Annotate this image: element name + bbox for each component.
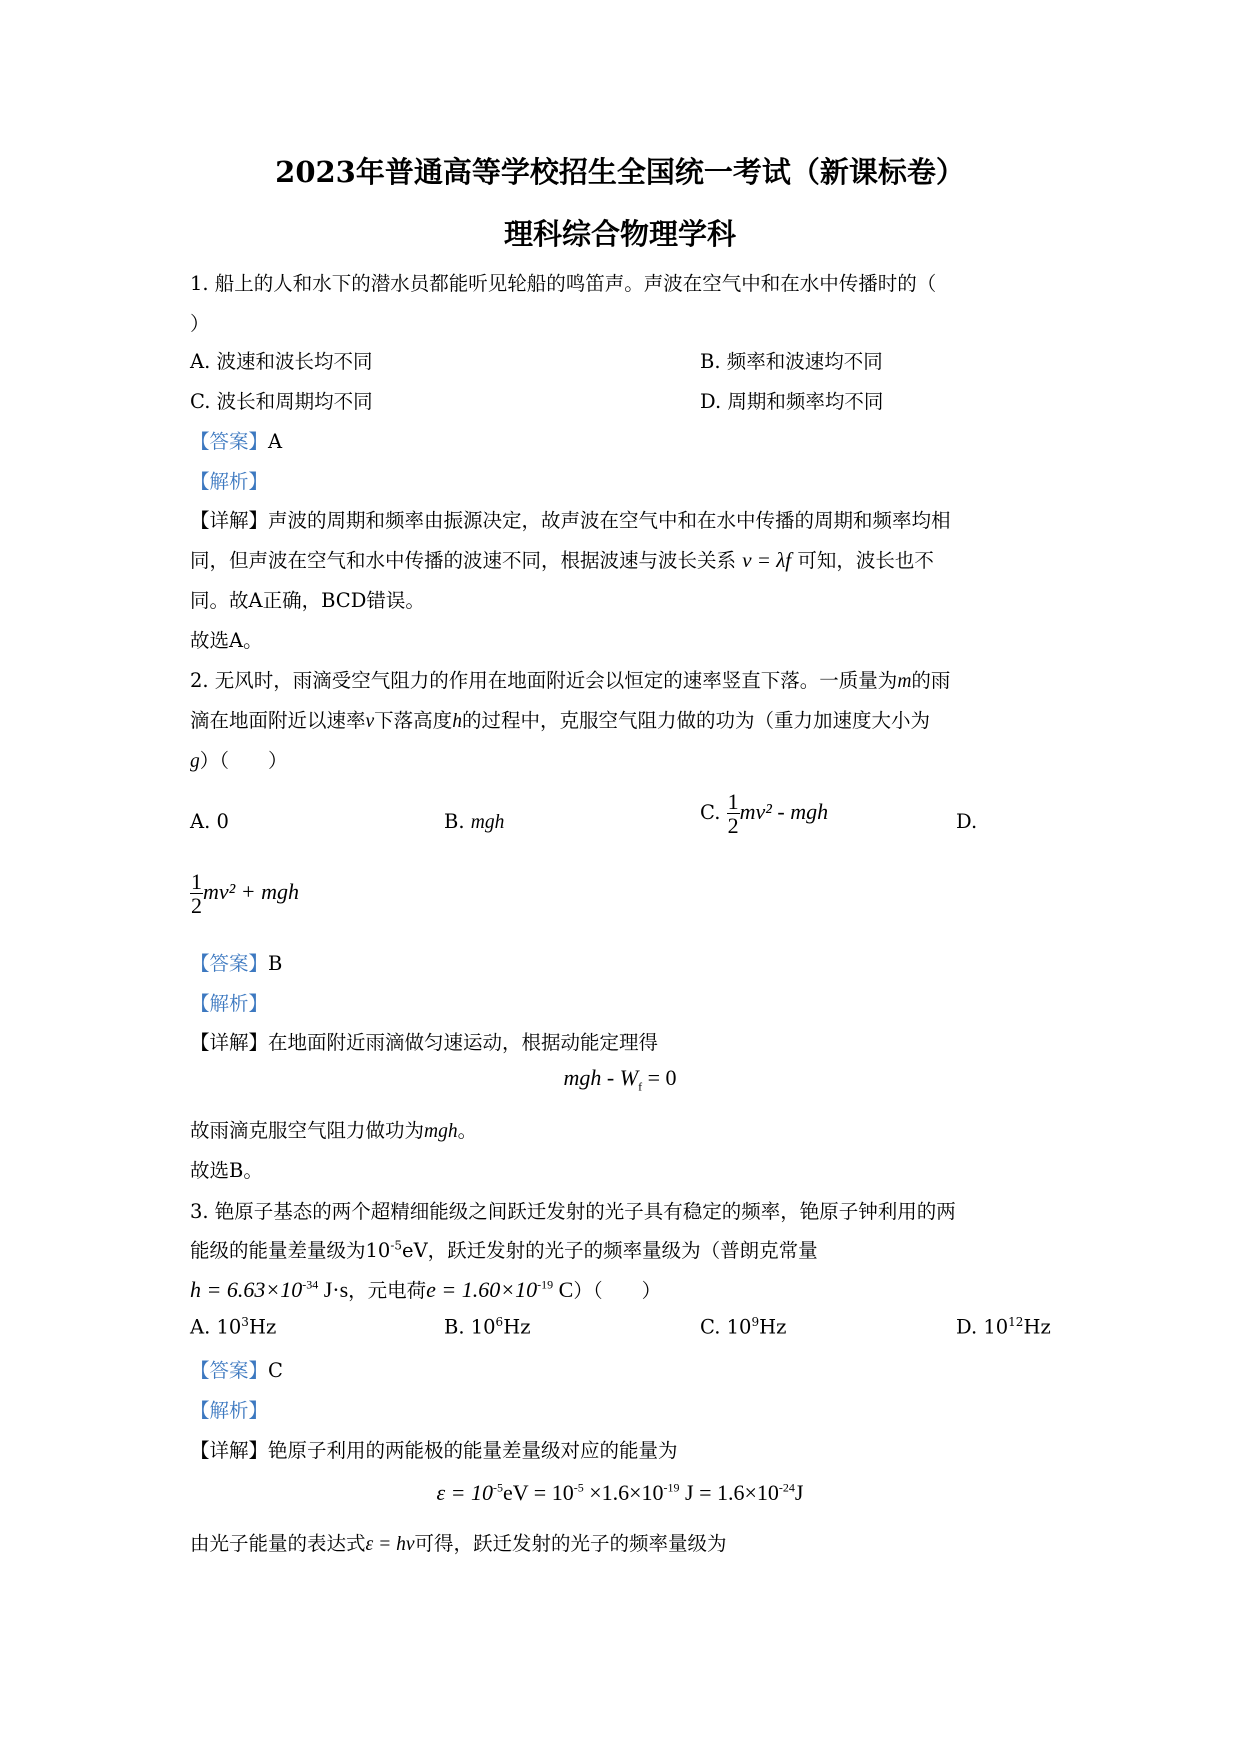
q3-eq-exp4: -24 — [778, 1480, 795, 1495]
page-title: 2023年普通高等学校招生全国统一考试（新课标卷） — [275, 155, 965, 189]
q3-eq-part-c: ×1.6×10 — [583, 1480, 664, 1505]
q3-charge-exp: -19 — [537, 1277, 554, 1292]
q3-opt-a-base: A. 10 — [190, 1315, 242, 1339]
q2-option-b-value: mgh — [470, 812, 505, 833]
frac-numerator: 1 — [727, 789, 739, 814]
q2-stem-text2a: 滴在地面附近以速率 — [190, 709, 366, 732]
detail-tag: 【详解】 — [190, 1439, 269, 1462]
answer-tag: 【答案】 — [190, 1359, 269, 1382]
q3-eq-exp3: -19 — [663, 1480, 680, 1495]
q2-var-v: v — [365, 711, 375, 732]
q3-option-a — [190, 1315, 276, 1339]
q2-stem-text1a: 2. 无风时，雨滴受空气阻力的作用在地面附近会以恒定的速率竖直下落。一质量为 — [190, 669, 898, 692]
q3-charge-unit: C — [553, 1277, 574, 1302]
q2-conclusion: 故选B。 — [190, 1159, 263, 1182]
q3-detail-formula: ε = hν — [365, 1534, 415, 1555]
q1-analysis-tag: 【解析】 — [190, 470, 269, 493]
q2-detail-text2a: 故雨滴克服空气阻力做功为 — [190, 1119, 425, 1142]
q3-answer-value: C — [268, 1359, 283, 1382]
q3-charge-const — [426, 1277, 573, 1302]
q3-planck-value: h = 6.63×10 — [190, 1277, 303, 1302]
q3-eq-exp1: -5 — [493, 1480, 504, 1495]
q1-detail-text1: 声波的周期和频率由振源决定，故声波在空气中和在水中传播的周期和频率均相 — [268, 509, 951, 532]
answer-tag: 【答案】 — [190, 952, 269, 975]
frac-denominator: 2 — [191, 893, 202, 919]
q3-opt-d-unit: Hz — [1023, 1315, 1051, 1339]
q2-stem-line1 — [190, 665, 950, 693]
q3-detail-line1 — [190, 1435, 678, 1463]
q2-option-d-label: D. — [956, 810, 978, 833]
q2-var-h: h — [452, 711, 462, 732]
q2-detail-line2 — [190, 1115, 477, 1143]
q3-equation — [0, 1480, 1240, 1506]
page-subtitle: 理科综合物理学科 — [503, 217, 736, 251]
q2-equation-sub: f — [638, 1079, 643, 1094]
q3-opt-c-unit: Hz — [759, 1315, 787, 1339]
q2-stem-text1b: 的雨 — [911, 669, 951, 692]
q3-charge-value: e = 1.60×10 — [426, 1277, 538, 1302]
q3-opt-b-exp: 6 — [495, 1315, 504, 1329]
q1-option-c: C. 波长和周期均不同 — [190, 390, 373, 413]
q2-equation-rhs: = 0 — [642, 1065, 677, 1090]
q2-option-d — [190, 870, 299, 917]
q1-detail-line2 — [190, 545, 934, 573]
q2-detail-text2b: 。 — [457, 1119, 478, 1142]
q3-planck-unit: J·s — [318, 1277, 349, 1302]
q1-answer — [190, 426, 282, 454]
frac-numerator: 1 — [191, 869, 202, 894]
q1-detail-line3: 同。故A正确，BCD错误。 — [190, 589, 425, 612]
q1-detail-text2b: 可知，波长也不 — [797, 549, 934, 572]
detail-tag: 【详解】 — [190, 509, 269, 532]
q2-equation-lhs: mgh - W — [563, 1065, 639, 1090]
q1-option-a: A. 波速和波长均不同 — [190, 350, 373, 373]
q2-stem-text2c: 的过程中，克服空气阻力做的功为（重力加速度大小为 — [461, 709, 930, 732]
q1-formula: v = λf — [742, 548, 792, 572]
q2-option-d-expr: mv² + mgh — [203, 879, 299, 905]
q3-option-d — [956, 1315, 1051, 1339]
q3-eq-part-d: J = 1.6×10 — [679, 1480, 779, 1505]
q1-detail-line1 — [190, 505, 951, 533]
q3-analysis-tag: 【解析】 — [190, 1399, 269, 1422]
q3-opt-b-base: B. 10 — [444, 1315, 496, 1339]
q3-eq-exp2: -5 — [573, 1480, 584, 1495]
q3-opt-d-exp: 12 — [1008, 1315, 1024, 1329]
q3-stem-text3b: ）（ ） — [573, 1279, 662, 1302]
q2-var-g: g — [190, 751, 200, 772]
q3-opt-c-exp: 9 — [751, 1315, 760, 1329]
q3-option-c — [700, 1315, 786, 1339]
q2-answer — [190, 948, 282, 976]
q3-eq-part-b: eV = 10 — [503, 1480, 574, 1505]
q3-opt-d-base: D. 10 — [956, 1315, 1009, 1339]
q3-stem-exp: -5 — [390, 1238, 403, 1253]
answer-tag: 【答案】 — [190, 430, 269, 453]
q2-option-b — [444, 810, 504, 834]
q2-option-c-label: C. — [700, 801, 721, 825]
q3-opt-a-exp: 3 — [241, 1315, 249, 1329]
q2-stem-line2 — [190, 705, 930, 733]
q3-stem-text3a: ，元电荷 — [348, 1279, 427, 1302]
q3-opt-a-unit: Hz — [248, 1315, 277, 1339]
q2-detail-line1 — [190, 1027, 658, 1055]
q3-detail-text1: 铯原子利用的两能极的能量差量级对应的能量为 — [268, 1439, 678, 1462]
q3-planck-exp: -34 — [302, 1277, 319, 1292]
q1-conclusion: 故选A。 — [190, 629, 263, 652]
q2-option-c — [700, 790, 828, 837]
q2-stem-text3: ）（ ） — [199, 749, 288, 772]
q3-stem-text2b: eV，跃迁发射的光子的频率量级为（普朗克常量 — [402, 1239, 818, 1262]
frac-denominator: 2 — [727, 813, 739, 839]
q3-planck-const — [190, 1277, 348, 1302]
q3-opt-c-base: C. 10 — [700, 1315, 752, 1339]
q2-var-m: m — [897, 671, 912, 692]
q3-detail-text2b: 可得，跃迁发射的光子的频率量级为 — [414, 1532, 727, 1555]
q2-answer-value: B — [268, 952, 283, 975]
q3-option-b — [444, 1315, 530, 1339]
q3-stem-line3 — [190, 1275, 661, 1303]
detail-tag: 【详解】 — [190, 1031, 269, 1054]
q2-equation — [0, 1065, 1240, 1094]
q2-stem-text2b: 下落高度 — [374, 709, 453, 732]
q1-answer-value: A — [268, 430, 283, 453]
q3-eq-part-a: ε = 10 — [436, 1480, 494, 1505]
q2-option-a: A. 0 — [190, 810, 229, 833]
q1-option-d: D. 周期和频率均不同 — [700, 390, 884, 413]
q3-stem-line1: 3. 铯原子基态的两个超精细能级之间跃迁发射的光子具有稳定的频率，铯原子钟利用的两 — [190, 1200, 956, 1223]
q2-option-c-half — [727, 790, 740, 837]
q3-stem-line2 — [190, 1235, 818, 1263]
q1-stem-line2: ） — [190, 312, 210, 335]
q2-option-b-label: B. — [444, 810, 465, 833]
q2-option-d-half — [190, 870, 203, 917]
q3-detail-text2a: 由光子能量的表达式 — [190, 1532, 366, 1555]
q3-eq-part-f: J — [794, 1480, 804, 1505]
q2-detail-value: mgh — [424, 1121, 458, 1142]
q1-option-b: B. 频率和波速均不同 — [700, 350, 883, 373]
q2-option-c-expr: mv² - mgh — [739, 799, 829, 825]
q3-opt-b-unit: Hz — [503, 1315, 531, 1339]
q3-answer — [190, 1355, 283, 1383]
q1-stem-line1: 1. 船上的人和水下的潜水员都能听见轮船的鸣笛声。声波在空气中和在水中传播时的（ — [190, 272, 937, 295]
q2-analysis-tag: 【解析】 — [190, 992, 269, 1015]
q3-stem-text2a: 能级的能量差量级为10 — [190, 1239, 391, 1262]
q2-detail-text1: 在地面附近雨滴做匀速运动，根据动能定理得 — [268, 1031, 659, 1054]
q1-detail-text2a: 同，但声波在空气和水中传播的波速不同，根据波速与波长关系 — [190, 549, 737, 572]
q2-stem-line3 — [190, 745, 288, 773]
q3-detail-line2 — [190, 1528, 727, 1556]
